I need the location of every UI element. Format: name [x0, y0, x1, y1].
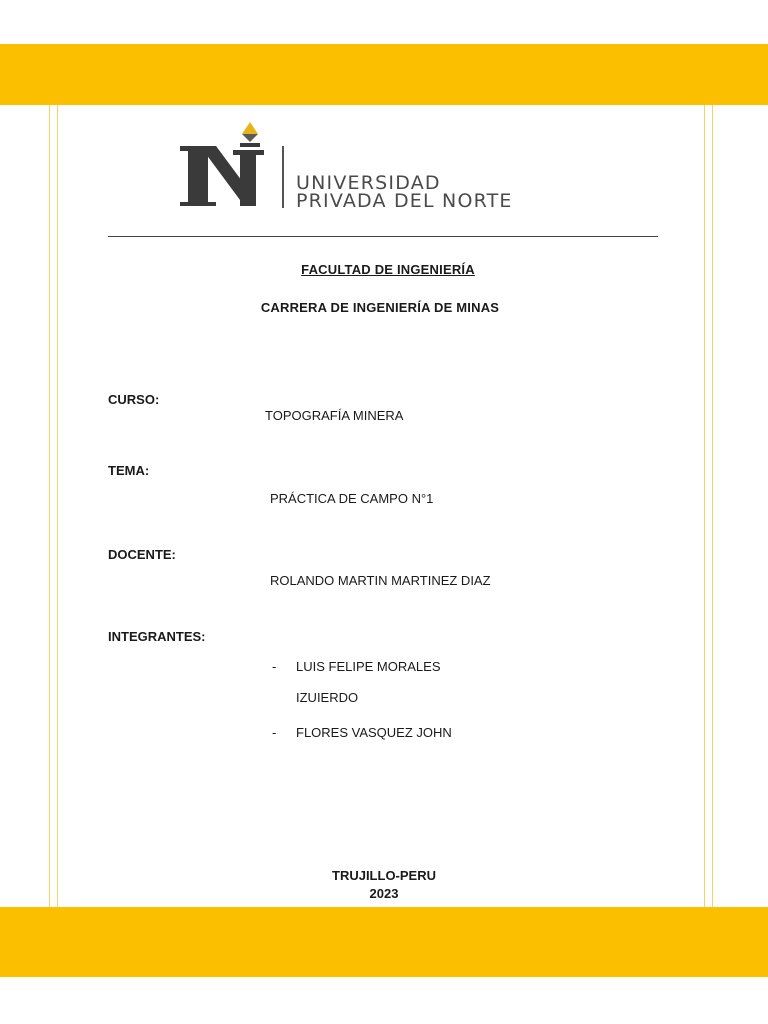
member-name: LUIS FELIPE MORALES	[296, 659, 441, 674]
frame-line-right-inner	[704, 105, 705, 907]
logo-wordmark	[296, 174, 513, 211]
faculty-title: FACULTAD DE INGENIERÍA	[301, 262, 475, 277]
bottom-yellow-band	[0, 907, 768, 977]
bullet-dash: -	[272, 725, 277, 740]
member-name: FLORES VASQUEZ JOHN	[296, 725, 452, 740]
footer-year: 2023	[369, 886, 399, 901]
docente-value: ROLANDO MARTIN MARTINEZ DIAZ	[270, 573, 491, 588]
member-name-continued: IZUIERDO	[296, 690, 359, 705]
bullet-dash: -	[272, 659, 277, 674]
tema-value: PRÁCTICA DE CAMPO N°1	[270, 491, 434, 506]
tema-label: TEMA:	[108, 463, 150, 478]
frame-line-left-outer	[49, 105, 50, 907]
logo-divider	[282, 146, 284, 208]
career-title: CARRERA DE INGENIERÍA DE MINAS	[260, 300, 500, 315]
header-rule	[108, 236, 658, 237]
integrantes-label: INTEGRANTES:	[108, 629, 206, 644]
university-logo	[178, 120, 608, 216]
curso-label: CURSO:	[108, 392, 160, 407]
member-item	[272, 659, 441, 674]
member-item	[272, 725, 452, 740]
footer-city: TRUJILLO-PERU	[332, 868, 436, 883]
docente-label: DOCENTE:	[108, 547, 176, 562]
frame-line-right-outer	[712, 105, 713, 907]
top-yellow-band	[0, 44, 768, 105]
university-logo-icon	[178, 120, 270, 216]
curso-value: TOPOGRAFÍA MINERA	[265, 408, 404, 423]
logo-line-1: UNIVERSIDAD	[296, 172, 441, 194]
logo-line-2: PRIVADA DEL NORTE	[296, 190, 513, 212]
frame-line-left-inner	[57, 105, 58, 907]
